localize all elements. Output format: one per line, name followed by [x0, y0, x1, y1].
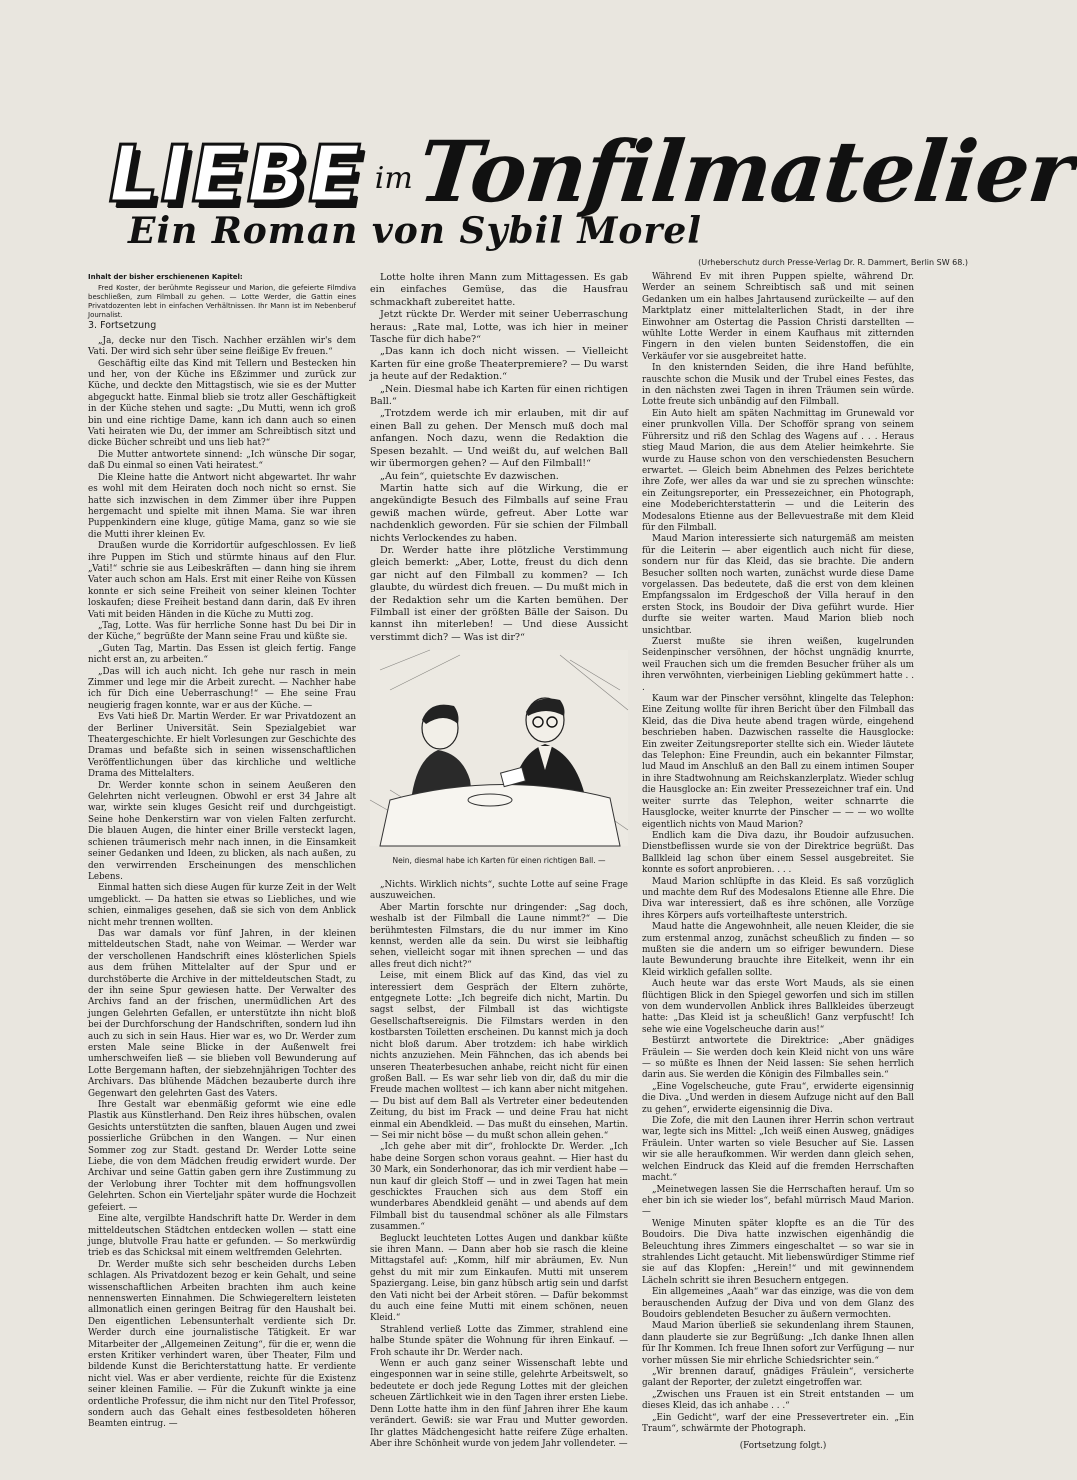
- paragraph: Das war damals vor fünf Jahren, in der kleinen mitteldeutschen Stadt, nahe von Weimar. — Werder war der verschollenen Handschrift eines klösterlichen Spiels aus dem frühen Mittelalter auf der Spur und er durchstöberte die Archive in der mitteldeutschen Stadt, zu der ihn seine Spur gewiesen hatte. Der Verwalter des Archivs fand an der frischen, unermüdlichen Art des jungen Gelehrten Gefallen, er unterstützte ihn nicht bloß bei der Durchforschung der Handschriften, sondern lud ihn auch zu sich in sein Haus. Hier war es, wo Dr. Werder zum ersten Male seine Blicke in der Außenwelt frei umherschweifen ließ — sie blieben voll Bewunderung auf Lotte Bergemann haften, der siebzehnjährigen Tochter des Archivars. Das blühende Mädchen bezauberte durch ihre Gegenwart den gelehrten Gast des Vaters.: [88, 928, 356, 1099]
- paragraph: „Meinetwegen lassen Sie die Herrschaften herauf. Um so eher bin ich sie wieder los“, befahl mürrisch Maud Marion. —: [642, 1184, 914, 1218]
- paragraph: Jetzt rückte Dr. Werder mit seiner Ueberraschung heraus: „Rate mal, Lotte, was ich hier in meiner Tasche für dich habe?“: [370, 309, 628, 346]
- paragraph: Maud hatte die Angewohnheit, alle neuen Kleider, die sie zum erstenmal anzog, zunächst scheußlich zu finden — so mußten sie die andern um so eifriger bewundern. Diese laute Bewunderung brauchte ihre Eitelkeit, wenn ihr ein Kleid wirklich gefallen sollte.: [642, 922, 914, 978]
- paragraph: Leise, mit einem Blick auf das Kind, das viel zu interessiert dem Gespräch der Eltern zuhörte, entgegnete Lotte: „Ich begreife dich nicht, Martin. Du sagst selbst, der Filmball ist das wichtigste Gesellschaftsereignis. Die Filmstars werden in den kostbarsten Toiletten erscheinen. Du kannst mich ja doch nicht bloß darum. Aber trotzdem: ich habe wirklich nichts anzuziehen. Mein Fähnchen, das ich abends bei unseren Theaterbesuchen anhabe, reicht nicht für einen großen Ball. — Es war sehr lieb von dir, daß du mir die Freude machen wolltest — ich kann aber nicht mitgehen. — Du bist auf dem Ball als Vertreter einer bedeutenden Zeitung, du bist im Frack — und deine Frau hat nicht einmal ein Abendkleid. — Das mußt du einsehen, Martin. — Sei mir nicht böse — du mußt schon allein gehen.“: [370, 971, 628, 1141]
- paragraph: „Wir brennen darauf, gnädiges Fräulein“, versicherte galant der Reporter, der zuletzt eingetroffen war.: [642, 1367, 914, 1389]
- column-2-bottom: [370, 880, 628, 1450]
- paragraph: Dr. Werder hatte ihre plötzliche Verstimmung gleich bemerkt: „Aber, Lotte, freust du dich denn gar nicht auf den Filmball zu kommen? — Ich glaubte, du würdest dich freuen. — Du mußt mich in der Redaktion sehr um die Karten bemühen. Der Filmball ist einer der größten Bälle der Saison. Du kannst ihn miterleben! — Und diese Aussicht verstimmt dich? — Was ist dir?“: [370, 544, 628, 643]
- continued-note: (Fortsetzung folgt.): [739, 1441, 827, 1452]
- paragraph: Ihre Gestalt war ebenmäßig geformt wie eine edle Plastik aus Künstlerhand. Den Reiz ihres hübschen, ovalen Gesichts unterstützten die sanften, blauen Augen und zwei possierliche Grübchen in den Wangen. — Nur einen Sommer zog zur Stadt. gestand Dr. Werder Lotte seine Liebe, die von dem Mädchen freudig erwidert wurde. Der Archivar und seine Gattin gaben gern ihre Zustimmung zu der Verlobung ihrer Tochter mit dem hoffnungsvollen Gelehrten. Schon ein Vierteljahr später wurde die Hochzeit gefeiert. —: [88, 1100, 356, 1213]
- paragraph: „Ja, decke nur den Tisch. Nachher erzählen wir's dem Vati. Der wird sich sehr über seine fleißige Ev freuen.“: [88, 335, 356, 358]
- paragraph: Auch heute war das erste Wort Mauds, als sie einen flüchtigen Blick in den Spiegel geworfen und sich im stillen von dem wundervollen Anblick ihres Ballkleides überzeugt hatte: „Das Kleid ist ja scheußlich! Ganz verpfuscht! Ich sehe wie eine Vogelscheuche darin aus!“: [642, 979, 914, 1035]
- paragraph: Wenige Minuten später klopfte es an die Tür des Boudoirs. Die Diva hatte inzwischen eigenhändig die Beleuchtung ihres Zimmers eingeschaltet — so war sie in strahlendes Licht getaucht. Mit liebenswürdiger Stimme rief sie auf das Klopfen: „Herein!“ und mit gewinnendem Lächeln schritt sie ihren Besuchern entgegen.: [642, 1218, 914, 1286]
- paragraph: „Eine Vogelscheuche, gute Frau“, erwiderte eigensinnig die Diva. „Und werden in diesem Aufzuge nicht auf den Ball zu gehen“, erwiderte eigensinnig die Diva.: [642, 1081, 914, 1115]
- column-3: [642, 272, 914, 1453]
- paragraph: Eine alte, vergilbte Handschrift hatte Dr. Werder in dem mitteldeutschen Städtchen entdecken wollen — statt eine junge, blutvolle Frau hatte er gefunden. — So merkwürdig trieb es das Schicksal mit einem weltfremden Gelehrten.: [88, 1214, 356, 1259]
- paragraph: Maud Marion interessierte sich naturgemäß am meisten für die Leiterin — aber eigentlich auch nicht für diese, sondern nur für das Kleid, das sie brachte. Die andern Besucher sollten noch warten, zunächst wurde diese Dame vorgelassen. Das bedeutete, daß die erst von dem kleinen Empfangssalon im Erdgeschoß der Villa herauf in den ersten Stock, ins Boudoir der Diva geführt wurde. Hier durfte sie weiter warten. Maud Marion blieb noch unsichtbar.: [642, 534, 914, 636]
- title: [100, 104, 1077, 221]
- paragraph: Bestürzt antwortete die Direktrice: „Aber gnädiges Fräulein — Sie werden doch kein Kleid nicht von uns wäre — so müßte es Ihnen der Neid lassen: Sie sehen herrlich darin aus. Sie werden die Königin des Filmballes sein.“: [642, 1036, 914, 1081]
- paragraph: „Guten Tag, Martin. Das Essen ist gleich fertig. Fange nicht erst an, zu arbeiten.“: [88, 643, 356, 666]
- paragraph: Die Zofe, die mit den Launen ihrer Herrin schon vertraut war, legte sich ins Mittel: „Ich weiß einen Ausweg, gnädiges Fräulein. Unter warten so viele Besucher auf Sie. Lassen wir sie alle heraufkommen. Wir werden dann gleich sehen, welchen Eindruck das Kleid auf die fremden Herrschaften macht.“: [642, 1116, 914, 1184]
- column-2-top: [370, 272, 628, 644]
- title-im: im: [374, 161, 413, 196]
- paragraph: Strahlend verließ Lotte das Zimmer, strahlend eine halbe Stunde später die Wohnung für ihren Einkauf. — Froh schaute ihr Dr. Werder nach.: [370, 1324, 628, 1358]
- paragraph: Ein Auto hielt am späten Nachmittag im Grunewald vor einer prunkvollen Villa. Der Schofför sprang von seinem Führersitz und riß den Schlag des Wagens auf . . . Heraus stieg Maud Marion, die aus dem Atelier heimkehrte. Sie wurde zu Hause schon von den verschiedensten Besuchern erwartet. — Gleich beim Abnehmen des Pelzes berichtete ihre Zofe, wer alles da war und sie zu sprechen wünschte: ein Zeitungsreporter, ein Pressezeichner, ein Photograph, eine Modeberichterstatterin — und die Leiterin des Modesalons Etienne aus der Bellevuestraße mit dem Kleid für den Filmball.: [642, 408, 914, 533]
- paragraph: Ein allgemeines „Aaah“ war das einzige, was die von dem berauschenden Aufzug der Diva und von dem Glanz des Boudoirs geblendeten Besucher zu äußern vermochten.: [642, 1287, 914, 1320]
- paragraph: „Ich gehe aber mit dir“, frohlockte Dr. Werder. „Ich habe deine Sorgen schon voraus geahnt. — Hier hast du 30 Mark, ein Sonderhonorar, das ich mir verdient habe — nun kauf dir gleich Stoff — und in zwei Tagen hat mein geschicktes Frauchen sich aus dem Stoff ein wunderbares Abendkleid genäht — und abends auf dem Filmball bist du tausendmal schöner als alle Filmstars zusammen.“: [370, 1142, 629, 1233]
- paragraph: „Tag, Lotte. Was für herrliche Sonne hast Du bei Dir in der Küche,“ begrüßte der Mann seine Frau und küßte sie.: [88, 620, 356, 643]
- paragraph: „Au fein“, quietschte Ev dazwischen.: [380, 470, 559, 482]
- paragraph: Kaum war der Pinscher versöhnt, klingelte das Telephon: Eine Zeitung wollte für ihren Bericht über den Filmball das Kleid, das die Diva heute abend tragen würde, eingehend beschrieben haben. Dazwischen rasselte die Hausglocke: Ein zweiter Zeitungsreporter stellte sich ein. Wieder läutete das Telephon: Eine Freundin, auch ein bekannter Filmstar, lud Maud im Anschluß an den Ball zu einem intimen Souper in ihre Stadtwohnung am Reichskanzlerplatz. Wieder schlug die Hausglocke an: Ein zweiter Pressezeichner traf ein. Und weiter surrte das Telephon, weiter schnarrte die Hausglocke, weiter knurrte der Pinscher — — — wo wollte eigentlich nichts von Maud Marion?: [642, 694, 914, 830]
- paragraph: „Das kann ich doch nicht wissen. — Vielleicht Karten für eine große Theaterpremiere? — Du warst ja heute auf der Redaktion.“: [370, 346, 628, 383]
- paragraph: Draußen wurde die Korridortür aufgeschlossen. Ev ließ ihre Puppen im Stich und stürmte hinaus auf den Flur. „Vati!“ schrie sie aus Leibeskräften — dann hing sie ihrem Vater auch schon am Hals. Erst mit einer Reihe von Küssen konnte er sich seine Freiheit von seiner kleinen Tochter loskaufen; diese Freiheit bestand dann darin, daß Ev ihren Vati mit beiden Händen in die Küche zu Mutti zog.: [88, 541, 356, 620]
- title-tonfilmatelier: Tonfilmatelier: [413, 122, 1077, 221]
- paragraph: Maud Marion schlüpfte in das Kleid. Es saß vorzüglich und machte dem Ruf des Modesalons Etienne alle Ehre. Die Diva war interessiert, daß es ihre schönen, alle Vorzüge ihres Körpers aufs vorteilhafteste unterstrich.: [642, 876, 914, 921]
- title-liebe: LIEBE: [100, 130, 371, 220]
- paragraph: „Ein Gedicht“, warf der eine Pressevertreter ein. „Ein Traum“, schwärmte der Photograph.: [642, 1412, 914, 1435]
- paragraph: Lotte holte ihren Mann zum Mittagessen. Es gab ein einfaches Gemüse, das die Hausfrau schmackhaft zubereitet hatte.: [370, 272, 628, 308]
- paragraph: „Trotzdem werde ich mir erlauben, mit dir auf einen Ball zu gehen. Der Mensch muß doch mal anfangen. Noch dazu, wenn die Redaktion die Spesen bezahlt. — Und weißt du, auf welchen Ball wir übermorgen gehen? — Auf den Filmball!“: [370, 408, 628, 470]
- paragraph: Evs Vati hieß Dr. Martin Werder. Er war Privatdozent an der Berliner Universität. Sein Spezialgebiet war Theatergeschichte. Er hielt Vorlesungen zur Geschichte des Dramas und befaßte sich in seinen wissenschaftlichen Veröffentlichungen über das kirchliche und weltliche Drama des Mittelalters.: [88, 712, 357, 780]
- paragraph: Einmal hatten sich diese Augen für kurze Zeit in der Welt umgeblickt. — Da hatten sie etwas so Liebliches, und wie schien, einmaliges gesehen, daß sie sich von dem Anblick nicht mehr trennen wollten.: [88, 883, 356, 928]
- paragraph: „Nichts. Wirklich nichts“, suchte Lotte auf seine Frage auszuweichen.: [370, 880, 628, 902]
- paragraph: Dr. Werder konnte schon in seinem Aeußeren den Gelehrten nicht verleugnen. Obwohl er erst 34 Jahre alt war, wirkte sein kluges Gesicht reif und durchgeistigt. Seine hohe Denkerstirn war von vielen Falten zerfurcht. Die blauen Augen, die hinter einer Brille versteckt lagen, schienen träumerisch mehr nach innen, in die Einsamkeit seiner Gedanken und Ideen, zu blicken, als nach außen, zu den verwirrenden Erscheinungen des menschlichen Lebens.: [88, 780, 356, 882]
- column-1: [88, 272, 356, 1431]
- paragraph: In den knisternden Seiden, die ihre Hand befühlte, rauschte schon die Musik und der Trubel eines Festes, das in den nächsten zwei Tagen in ihren Träumen sein würde. Lotte freute sich unbändig auf den Filmball.: [642, 363, 914, 408]
- paragraph: Zuerst mußte sie ihren weißen, kugelrunden Seidenpinscher versöhnen, der höchst ungnädig knurrte, weil Frauchen sich um die fremden Besucher früher als um ihren verwöhnten, vierbeinigen Liebling gekümmert hatte . . .: [642, 637, 914, 693]
- copyright-notice: (Urheberschutz durch Presse-Verlag Dr. R. Dammert, Berlin SW 68.): [698, 258, 968, 267]
- paragraph: Die Mutter antwortete sinnend: „Ich wünsche Dir sogar, daß Du einmal so einen Vati heiratest.“: [88, 449, 356, 472]
- paragraph: Martin hatte sich auf die Wirkung, die er angekündigte Besuch des Filmballs auf seine Frau gewiß machen würde, gefreut. Aber Lotte war nachdenklich geworden. Für sie schien der Filmball nichts Verlockendes zu haben.: [370, 482, 628, 544]
- paragraph: Maud Marion überließ sie sekundenlang ihrem Staunen, dann plauderte sie zur Begrüßung: „Ich danke Ihnen allen für Ihr Kommen. Ich freue Ihnen sofort zur Verfügung — nur vorher müssen Sie mir ehrliche Schiedsrichter sein.“: [642, 1321, 914, 1366]
- installment-label: 3. Fortsetzung: [88, 320, 157, 332]
- paragraph: Begluckt leuchteten Lottes Augen und dankbar küßte sie ihren Mann. — Dann aber hob sie rasch die kleine Mittagstafel auf: „Komm, hilf mir abräumen, Ev. Nun gehst du mit mir zum Einkaufen. Mutti mit unserem Spaziergang. Leise, bin ganz hübsch artig sein und darfst den Vati nicht bei der Arbeit stören. — Dafür bekommst du auch eine feine Mutti mit einem schönen, neuen Kleid.“: [370, 1233, 628, 1324]
- paragraph: Geschäftig eilte das Kind mit Tellern und Bestecken hin und her, von der Küche ins Eßzimmer und zurück zur Küche, und deckte den Mittagstisch, wie sie es der Mutter abgeguckt hatte. Einmal blieb sie trotz aller Geschäftigkeit in der Küche stehen und sagte: „Du Mutti, wenn ich groß bin und eine richtige Dame, kann ich dann auch so einen Vati heiraten wie Du, der immer am Schreibtisch sitzt und dicke Bücher schreibt und uns lieb hat?“: [88, 358, 356, 449]
- paragraph: Die Kleine hatte die Antwort nicht abgewartet. Ihr wahr es wohl mit dem Heiraten doch noch nicht so ernst. Sie hatte sich inzwischen in dem Zimmer über ihre Puppen hergemacht und spielte mit ihnen Mama. Sie war ihren Puppenkindern eine kluge, gütige Mama, ganz so wie sie die Mutti ihrer kleinen Ev.: [88, 472, 356, 540]
- paragraph: Dr. Werder mußte sich sehr bescheiden durchs Leben schlagen. Als Privatdozent bezog er kein Gehalt, und seine wissenschaftlichen Arbeiten brachten ihm auch keine nennenswerten Einnahmen. Die Schwiegereltern leisteten allmonatlich einen geringen Beitrag für den Haushalt bei. Den eigentlichen Lebensunterhalt verdiente sich Dr. Werder durch eine journalistische Tätigkeit. Er war Mitarbeiter der „Allgemeinen Zeitung“, für die er, wenn die ersten Kritiker verhindert waren, über Theater, Film und bildende Kunst die Berichterstattung hatte. Er verdiente nicht viel. Was er aber verdiente, reichte für die Existenz seiner kleinen Familie. — Für die Zukunft winkte ja eine ordentliche Professur, die ihm nicht nur den Titel Professor, sondern auch das Gehalt eines festbesoldeten höheren Beamten eintrug. —: [88, 1259, 356, 1430]
- paragraph: „Zwischen uns Frauen ist ein Streit entstanden — um dieses Kleid, das ich anhabe . . .“: [642, 1389, 914, 1412]
- paragraph: „Das will ich auch nicht. Ich gehe nur rasch in mein Zimmer und lege mir die Arbeit zurecht. — Nachher habe ich für Dich eine Ueberraschung!“ — Ehe seine Frau neugierig fragen konnte, war er aus der Küche. —: [88, 666, 356, 711]
- paragraph: Wenn er auch ganz seiner Wissenschaft lebte und eingesponnen war in seine stille, gelehrte Arbeitswelt, so bedeutete er doch jede Regung Lottes mit der gleichen scheuen Zärtlichkeit wie in den Tagen ihrer ersten Liebe. Denn Lotte hatte ihm in den fünf Jahren ihrer Ehe kaum verändert. Gewiß: sie war Frau und Mutter geworden. Ihr glattes Mädchengesicht hatte reifere Züge erhalten. Aber ihre Schönheit wurde von jedem Jahr vollendeter. —: [370, 1359, 628, 1449]
- paragraph: Aber Martin forschte nur dringender: „Sag doch, weshalb ist der Filmball die Laune nimmt?“ — Die berühmtesten Filmstars, die du nur immer im Kino kennst, werden alle da sein. Du wirst sie leibhaftig sehen, vielleicht sogar mit ihnen sprechen — und das alles freut dich nicht?“: [370, 902, 628, 970]
- paragraph: Während Ev mit ihren Puppen spielte, während Dr. Werder an seinem Schreibtisch saß und mit seinen Gedanken um ein halbes Jahrtausend zurückeilte — auf den Marktplatz einer mittelalterlichen Stadt, in der ihre Einwohner am Ostertag die Passion Christi darstellten — wühlte Lotte Werder in einem Kaufhaus mit zitternden Fingern in den vielen bunten Seidenstoffen, die ein Verkäufer vor sie ausgebreitet hatte.: [642, 272, 914, 362]
- paragraph: „Nein. Diesmal habe ich Karten für einen richtigen Ball.“: [370, 383, 628, 408]
- paragraph: Endlich kam die Diva dazu, ihr Boudoir aufzusuchen. Dienstbeflissen wurde sie von der Direktrice begrüßt. Das Ballkleid lag schon über einem Sessel ausgebreitet. Sie konnte es sofort anprobieren. . . .: [642, 830, 914, 876]
- illustration-caption: Nein, diesmal habe ich Karten für einen richtigen Ball. —: [392, 856, 606, 865]
- summary-heading: Inhalt der bisher erschienenen Kapitel:: [88, 273, 243, 281]
- masthead: [100, 92, 1077, 262]
- byline: Ein Roman von Sybil Morel: [128, 210, 702, 252]
- illustration-couple-at-table: [370, 650, 628, 846]
- summary-text: Fred Koster, der berühmte Regisseur und Marion, die gefeierte Filmdiva beschließen, zum Filmball zu gehen. — Lotte Werder, die Gattin eines Privatdozenten lebt in einfachen Verhältnissen. Ihr Mann ist im Nebenberuf Journalist.: [88, 284, 356, 320]
